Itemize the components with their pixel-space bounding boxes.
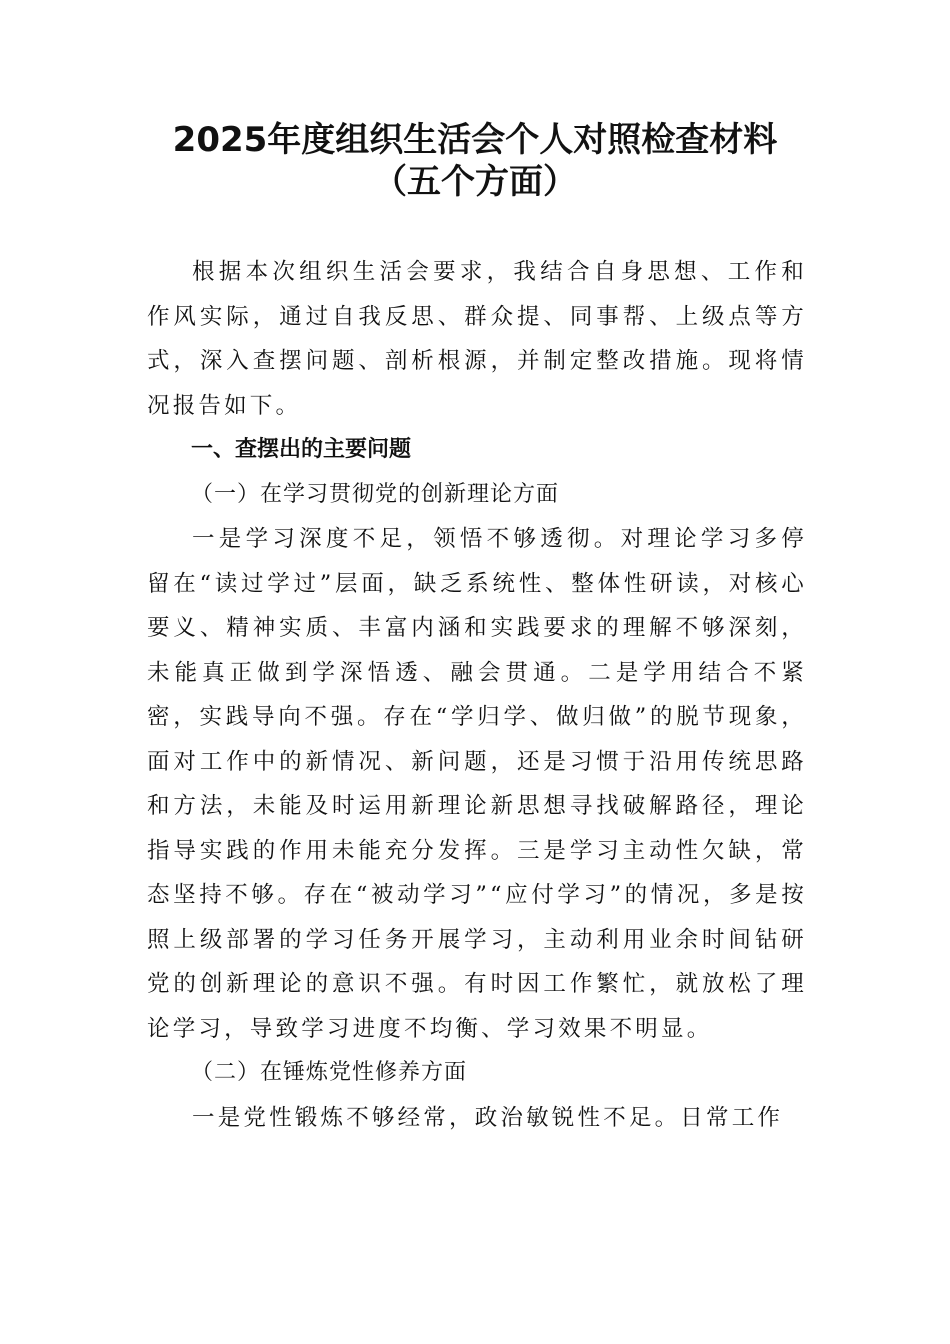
intro-paragraph: 根据本次组织生活会要求，我结合自身思想、工作和作风实际，通过自我反思、群众提、同事帮、上级点等方式，深入查摆问题、剖析根源，并制定整改措施。现将情况报告如下。 [147, 259, 807, 419]
document-title: 2025年度组织生活会个人对照检查材料 [172, 120, 778, 160]
subsection-heading-theory: （一）在学习贯彻党的创新理论方面 [191, 481, 560, 507]
document-body [147, 250, 807, 1140]
document-subtitle: （五个方面） [373, 162, 577, 202]
subsection-heading-party-spirit: （二）在锤炼党性修养方面 [191, 1060, 468, 1085]
theory-paragraph: 一是学习深度不足，领悟不够透彻。对理论学习多停留在“读过学过”层面，缺乏系统性、整体性研读，对核心要义、精神实质、丰富内涵和实践要求的理解不够深刻，未能真正做到学深悟透、融会贯通。二是学用结合不紧密，实践导向不强。存在“学归学、做归做”的脱节现象，面对工作中的新情况、新问题，还是习惯于沿用传统思路和方法，未能及时运用新理论新思想寻找破解路径，理论指导实践的作用未能充分发挥。三是学习主动性欠缺，常态坚持不够。存在“被动学习”“应付学习”的情况，多是按照上级部署的学习任务开展学习，主动利用业余时间钻研党的创新理论的意识不强。有时因工作繁忙，就放松了理论学习，导致学习进度不均衡、学习效果不明显。 [147, 526, 807, 1042]
section-heading-problems: 一、查摆出的主要问题 [191, 437, 412, 462]
party-spirit-paragraph: 一是党性锻炼不够经常，政治敏锐性不足。日常工作 [192, 1104, 784, 1131]
